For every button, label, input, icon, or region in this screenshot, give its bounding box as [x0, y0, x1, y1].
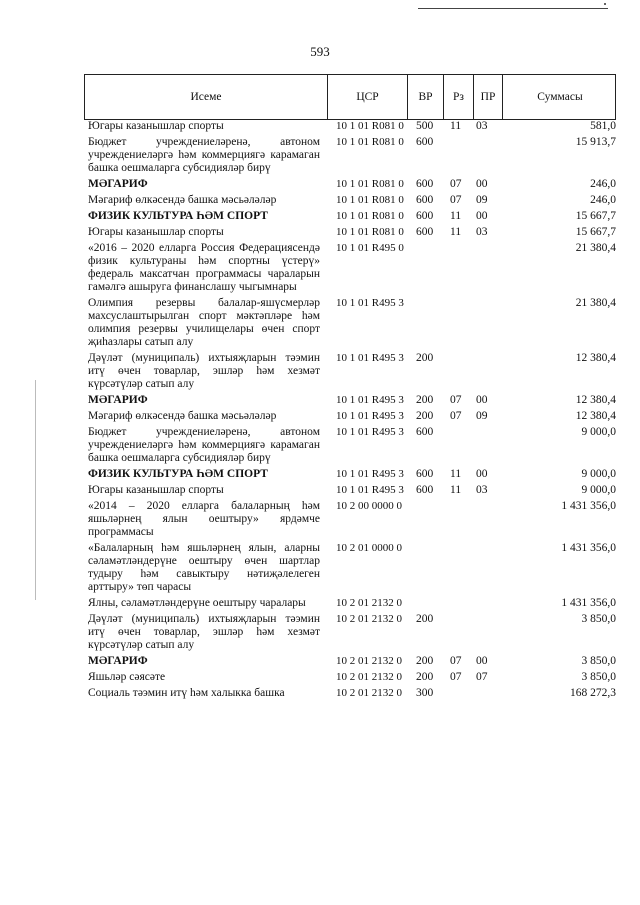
table-row	[84, 671, 616, 684]
cell-name: ФИЗИК КУЛЬТУРА ҺӘМ СПОРТ	[88, 468, 268, 480]
cell-name: Бюджет учреждениеләренә, автоном учреждениеләргә һәм коммерциягә карамаган башка оешмаларга субсидияләр бирү	[88, 426, 320, 464]
cell-sum: 21 380,4	[575, 242, 616, 254]
table-row	[84, 297, 616, 349]
cell-sum: 1 431 356,0	[561, 500, 616, 512]
table-row	[84, 613, 616, 652]
table-header	[84, 74, 616, 120]
cell-name: Яшьләр сәясәте	[88, 671, 166, 683]
cell-name: ФИЗИК КУЛЬТУРА ҺӘМ СПОРТ	[88, 210, 268, 222]
cell-vr: 600	[416, 210, 434, 222]
cell-rz	[442, 136, 472, 175]
cell-name: Бюджет учреждениеләренә, автоном учреждениеләргә һәм коммерциягә карамаган башка оешмаларга субсидияләр бирү	[88, 136, 320, 174]
cell-pr: 00	[476, 394, 488, 406]
cell-name: Дәүләт (муниципаль) ихтыяҗларын тәэмин итү өчен товарлар, эшләр һәм хезмәт күрсәтүләр сатып алу	[88, 613, 320, 651]
page-number: 593	[310, 44, 330, 59]
cell-pr	[472, 687, 501, 700]
cell-csr: 10 1 01 R495 3	[336, 297, 404, 309]
cell-rz: 07	[450, 394, 462, 406]
cell-rz	[442, 597, 472, 610]
cell-sum: 3 850,0	[581, 671, 616, 683]
scan-speck	[604, 3, 606, 5]
table-row	[84, 484, 616, 497]
cell-pr	[472, 500, 501, 539]
table-row	[84, 410, 616, 423]
cell-csr: 10 1 01 R081 0	[336, 210, 404, 222]
cell-vr: 200	[416, 394, 434, 406]
cell-rz	[442, 352, 472, 391]
scan-edge-mark	[35, 380, 36, 600]
table-row	[84, 426, 616, 465]
cell-sum: 581,0	[590, 120, 616, 132]
cell-name: «Балаларның һәм яшьләрнең ялын, аларны сәламәтләндерүне оештыру өчен шартлар тудыру һәм савыктыру нәтиҗәлелеген арттыру» төп чарасы	[88, 542, 320, 593]
cell-vr: 600	[416, 426, 434, 438]
cell-pr: 03	[476, 120, 488, 132]
cell-csr: 10 2 01 2132 0	[336, 655, 402, 667]
table-row	[84, 120, 616, 133]
cell-csr: 10 2 01 2132 0	[336, 597, 402, 609]
cell-csr: 10 1 01 R081 0	[336, 226, 404, 238]
cell-csr: 10 1 01 R495 3	[336, 394, 404, 406]
cell-name: МӘГАРИФ	[88, 178, 148, 190]
cell-pr	[472, 352, 501, 391]
table-row	[84, 178, 616, 191]
cell-rz	[442, 542, 472, 594]
cell-vr	[406, 597, 442, 610]
cell-csr: 10 1 01 R495 3	[336, 468, 404, 480]
cell-sum: 1 431 356,0	[561, 597, 616, 609]
cell-pr: 03	[476, 226, 488, 238]
table-row	[84, 226, 616, 239]
cell-rz: 11	[450, 226, 462, 238]
cell-sum: 12 380,4	[575, 410, 616, 422]
cell-rz	[442, 500, 472, 539]
cell-csr: 10 2 01 2132 0	[336, 613, 402, 625]
cell-pr	[472, 426, 501, 465]
cell-pr	[472, 242, 501, 294]
cell-pr	[472, 613, 501, 652]
cell-csr: 10 1 01 R495 3	[336, 352, 404, 364]
cell-rz: 11	[450, 484, 462, 496]
cell-pr: 07	[476, 671, 488, 683]
cell-pr: 00	[476, 210, 488, 222]
cell-vr: 200	[416, 352, 434, 364]
cell-csr: 10 2 01 0000 0	[336, 542, 402, 554]
cell-rz	[442, 687, 472, 700]
header-sum: Суммасы	[502, 75, 617, 119]
cell-rz: 07	[450, 178, 462, 190]
table-row	[84, 500, 616, 539]
cell-rz: 11	[450, 120, 462, 132]
cell-csr: 10 1 01 R081 0	[336, 194, 404, 206]
cell-sum: 15 913,7	[575, 136, 616, 148]
cell-csr: 10 2 01 2132 0	[336, 671, 402, 683]
cell-sum: 246,0	[590, 178, 616, 190]
budget-table	[84, 74, 616, 703]
cell-vr: 600	[416, 468, 434, 480]
cell-sum: 12 380,4	[575, 394, 616, 406]
cell-name: Мәгариф өлкәсендә башка мәсьәләләр	[88, 194, 277, 206]
top-rule	[418, 8, 608, 9]
cell-vr: 500	[416, 120, 434, 132]
cell-name: Олимпия резервы балалар-яшүсмерләр махсуслаштырылган спорт мәктәпләре һәм олимпия резервы училищелары өчен спорт җиһазлары сатып алу	[88, 297, 320, 348]
cell-rz: 11	[450, 210, 462, 222]
cell-name: «2016 – 2020 елларга Россия Федерациясендә физик культураны һәм спортны үстерү» федераль максатчан программасы чараларын гамәлгә ашыруга финанслашу чыгымнары	[88, 242, 320, 293]
cell-sum: 3 850,0	[581, 655, 616, 667]
cell-name: «2014 – 2020 елларга балаларның һәм яшьләрнең ялын оештыру» ярдәмче программасы	[88, 500, 320, 538]
cell-vr	[406, 242, 442, 294]
table-row	[84, 194, 616, 207]
cell-vr: 600	[416, 178, 434, 190]
cell-sum: 1 431 356,0	[561, 542, 616, 554]
header-name: Исеме	[190, 90, 222, 103]
cell-rz	[442, 297, 472, 349]
cell-pr	[472, 542, 501, 594]
cell-pr: 09	[476, 410, 488, 422]
header-csr: ЦСР	[327, 75, 407, 119]
cell-vr: 200	[416, 671, 434, 683]
table-body	[84, 120, 616, 700]
cell-sum: 9 000,0	[581, 426, 616, 438]
table-row	[84, 242, 616, 294]
cell-csr: 10 2 00 0000 0	[336, 500, 402, 512]
cell-csr: 10 1 01 R495 3	[336, 410, 404, 422]
cell-name: Социаль тәэмин итү һәм халыкка башка	[88, 687, 285, 699]
table-row	[84, 352, 616, 391]
table-row	[84, 394, 616, 407]
cell-sum: 3 850,0	[581, 613, 616, 625]
cell-rz: 07	[450, 194, 462, 206]
cell-name: Югары казанышлар спорты	[88, 226, 224, 238]
cell-sum: 9 000,0	[581, 484, 616, 496]
cell-name: МӘГАРИФ	[88, 394, 148, 406]
cell-vr: 600	[416, 136, 434, 148]
cell-csr: 10 1 01 R081 0	[336, 136, 404, 148]
header-vr: ВР	[407, 75, 443, 119]
table-row	[84, 687, 616, 700]
cell-vr	[406, 542, 442, 594]
cell-vr	[406, 500, 442, 539]
cell-rz	[442, 426, 472, 465]
cell-csr: 10 2 01 2132 0	[336, 687, 402, 699]
cell-pr	[472, 597, 501, 610]
cell-csr: 10 1 01 R495 3	[336, 426, 404, 438]
cell-vr	[406, 297, 442, 349]
cell-csr: 10 1 01 R081 0	[336, 178, 404, 190]
cell-vr: 200	[416, 655, 434, 667]
cell-name: Ялны, сәламәтләндерүне оештыру чаралары	[88, 597, 306, 609]
table-row	[84, 210, 616, 223]
table-row	[84, 655, 616, 668]
cell-pr: 03	[476, 484, 488, 496]
table-row	[84, 597, 616, 610]
cell-rz	[442, 242, 472, 294]
cell-vr: 600	[416, 194, 434, 206]
cell-rz	[442, 613, 472, 652]
table-row	[84, 136, 616, 175]
cell-rz: 11	[450, 468, 462, 480]
cell-name: Югары казанышлар спорты	[88, 484, 224, 496]
cell-pr	[472, 136, 501, 175]
cell-csr: 10 1 01 R495 3	[336, 484, 404, 496]
cell-rz: 07	[450, 671, 462, 683]
cell-name: Дәүләт (муниципаль) ихтыяҗларын тәэмин итү өчен товарлар, эшләр һәм хезмәт күрсәтүләр сатып алу	[88, 352, 320, 390]
cell-sum: 168 272,3	[570, 687, 616, 699]
cell-vr: 200	[416, 410, 434, 422]
cell-sum: 9 000,0	[581, 468, 616, 480]
cell-vr: 600	[416, 484, 434, 496]
cell-sum: 12 380,4	[575, 352, 616, 364]
cell-name: Мәгариф өлкәсендә башка мәсьәләләр	[88, 410, 277, 422]
cell-sum: 15 667,7	[575, 226, 616, 238]
header-rz: Рз	[443, 75, 473, 119]
cell-csr: 10 1 01 R081 0	[336, 120, 404, 132]
cell-name: МӘГАРИФ	[88, 655, 148, 667]
header-pr: ПР	[473, 75, 502, 119]
table-row	[84, 468, 616, 481]
cell-pr: 00	[476, 468, 488, 480]
cell-pr	[472, 297, 501, 349]
table-row	[84, 542, 616, 594]
cell-vr: 200	[416, 613, 434, 625]
cell-sum: 15 667,7	[575, 210, 616, 222]
cell-rz: 07	[450, 410, 462, 422]
cell-pr: 00	[476, 178, 488, 190]
cell-sum: 21 380,4	[575, 297, 616, 309]
cell-vr: 300	[416, 687, 434, 699]
cell-csr: 10 1 01 R495 0	[336, 242, 404, 254]
cell-sum: 246,0	[590, 194, 616, 206]
cell-pr: 09	[476, 194, 488, 206]
cell-name: Югары казанышлар спорты	[88, 120, 224, 132]
cell-vr: 600	[416, 226, 434, 238]
cell-pr: 00	[476, 655, 488, 667]
cell-rz: 07	[450, 655, 462, 667]
